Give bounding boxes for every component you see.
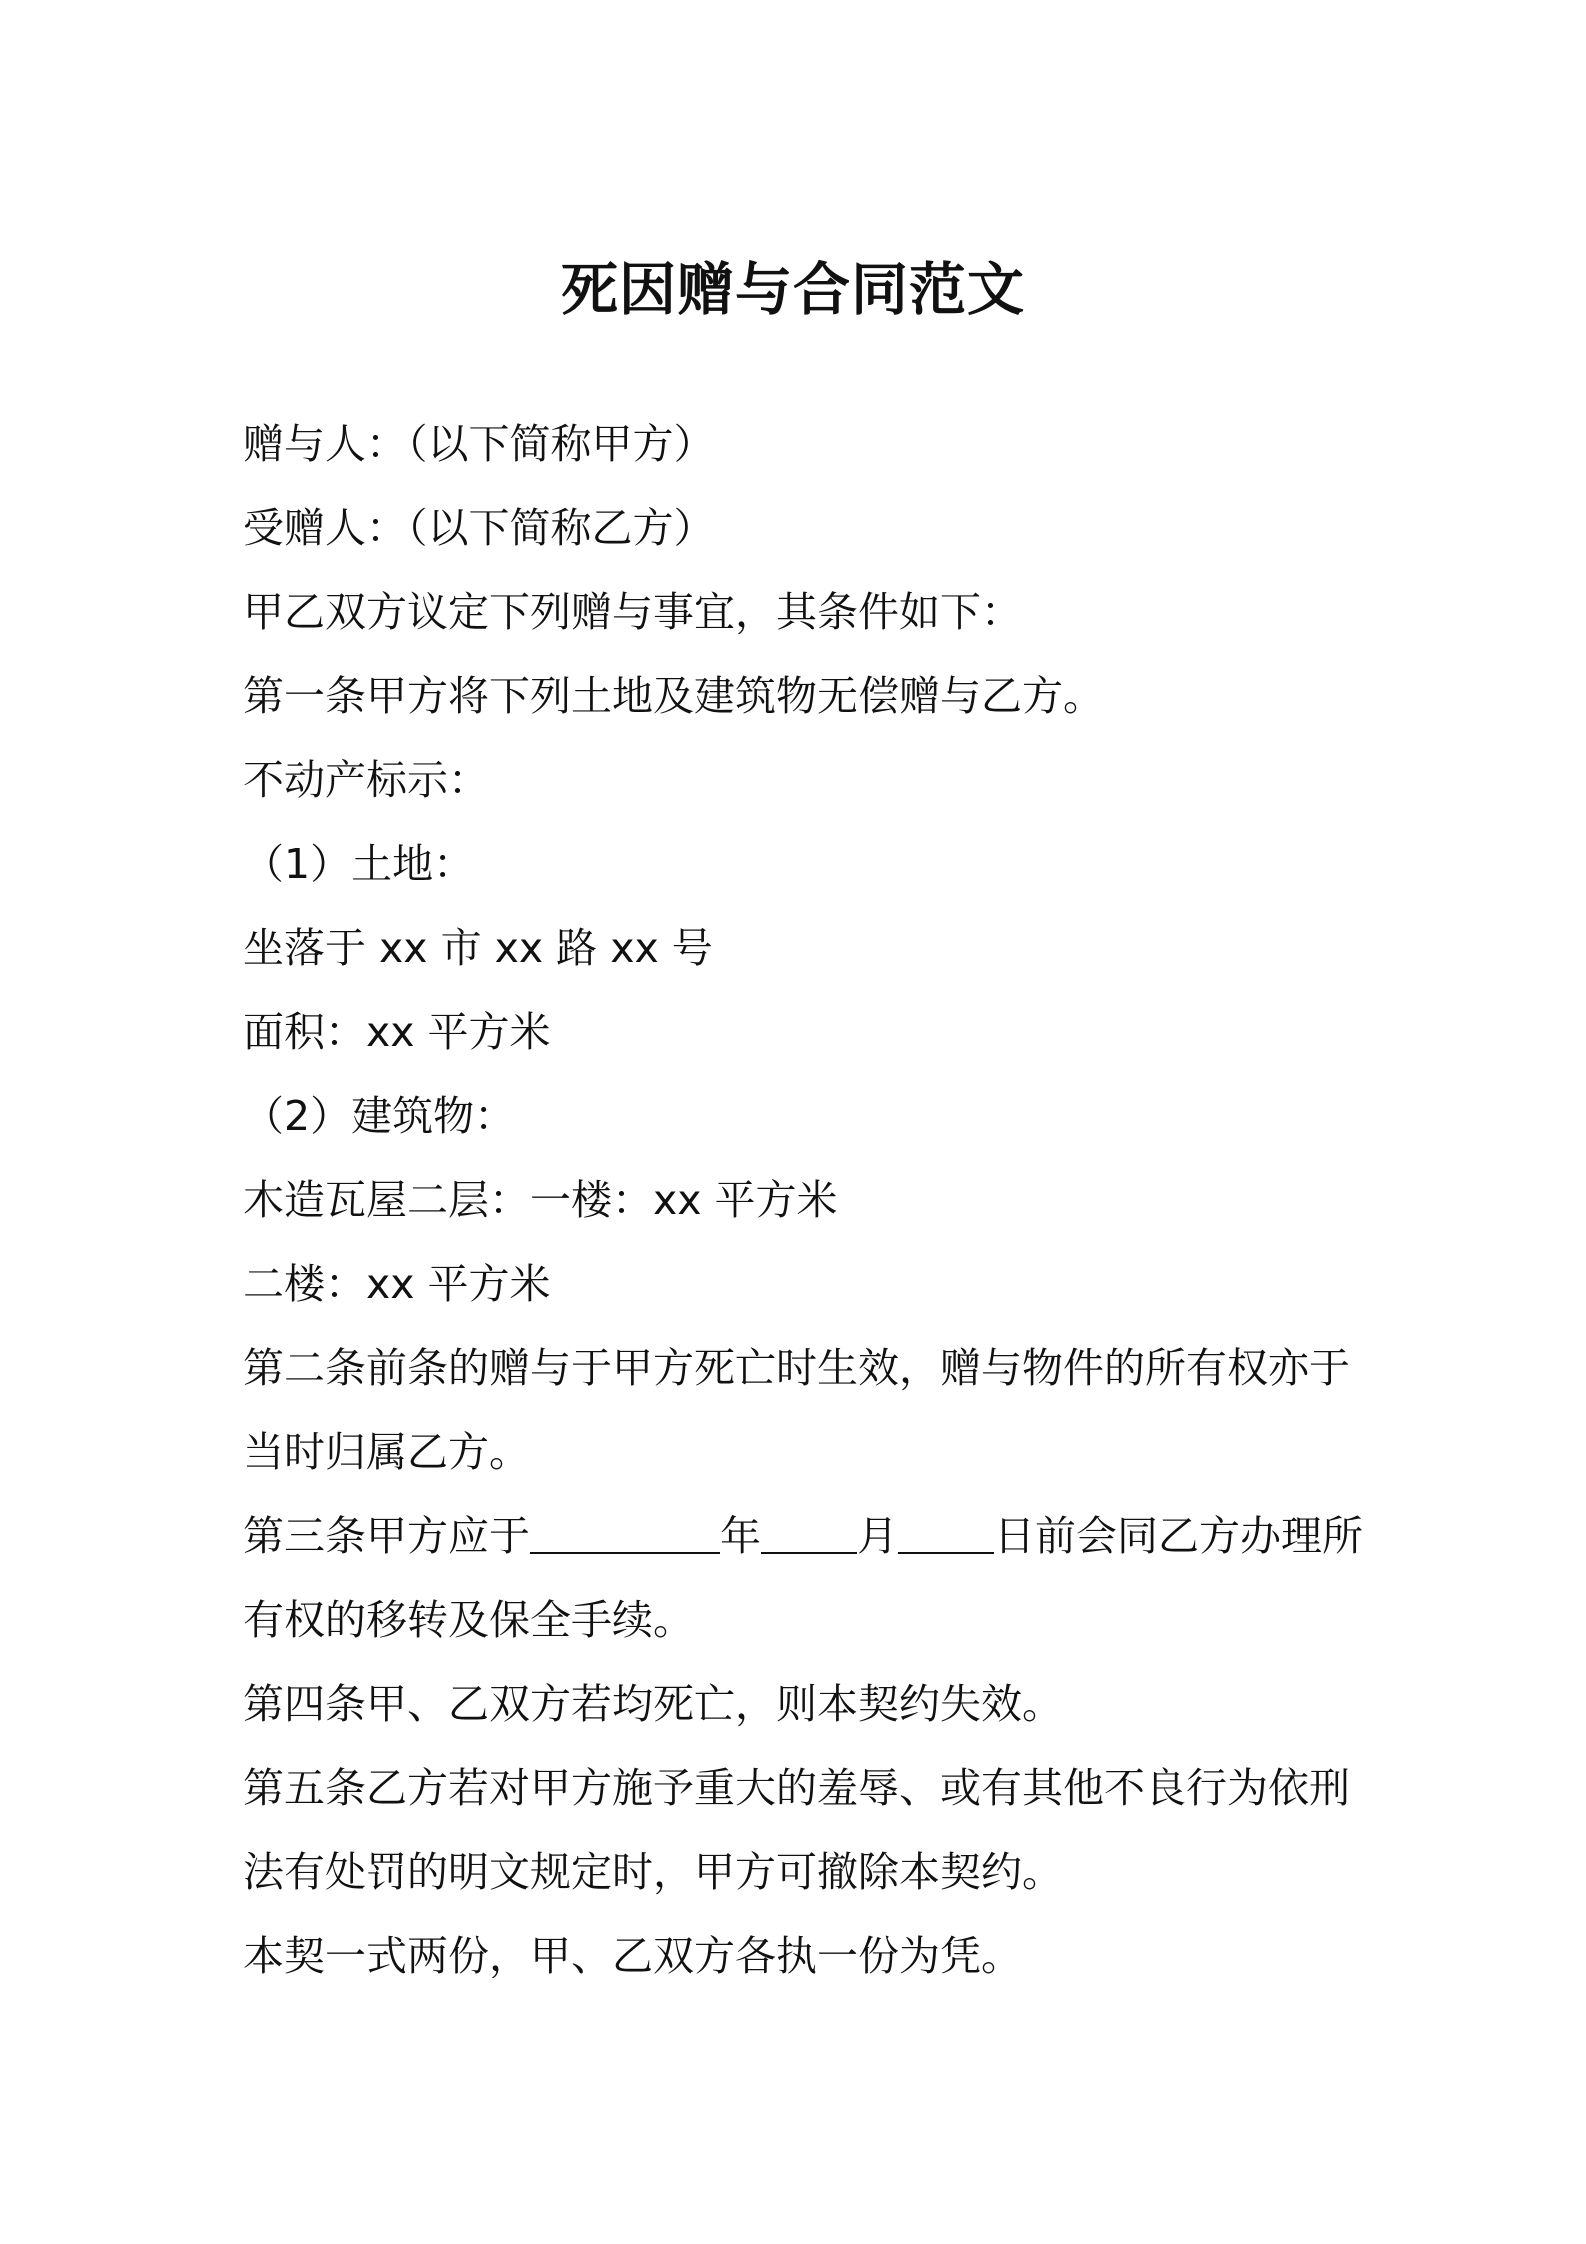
land-location: 坐落于 xx 市 xx 路 xx 号 <box>243 924 713 972</box>
intro-line: 甲乙双方议定下列赠与事宜，其条件如下： <box>243 588 1022 636</box>
article-3 <box>243 1494 1363 1662</box>
article-5: 第五条乙方若对甲方施予重大的羞辱、或有其他不良行为依刑法有处罚的明文规定时，甲方可撤除本契约。 <box>243 1764 1350 1896</box>
land-area: 面积：xx 平方米 <box>243 1008 551 1056</box>
year-blank <box>530 1516 720 1554</box>
document-title: 死因赠与合同范文 <box>561 257 1025 323</box>
article-3-prefix: 第三条甲方应于 <box>243 1512 530 1560</box>
month-blank <box>761 1516 857 1554</box>
property-heading: 不动产标示： <box>243 756 489 804</box>
day-blank <box>898 1516 994 1554</box>
month-label: 月 <box>857 1512 898 1560</box>
building-floor-2: 二楼：xx 平方米 <box>243 1260 551 1308</box>
article-1: 第一条甲方将下列土地及建筑物无偿赠与乙方。 <box>243 672 1104 720</box>
article-2: 第二条前条的赠与于甲方死亡时生效，赠与物件的所有权亦于当时归属乙方。 <box>243 1344 1350 1476</box>
article-3-suffix: 日前会同乙方办理所有权的移转及保全手续。 <box>243 1512 1363 1644</box>
copies-line: 本契一式两份，甲、乙双方各执一份为凭。 <box>243 1932 1022 1980</box>
land-heading: （1）土地： <box>243 840 475 888</box>
building-floor-1: 木造瓦屋二层：一楼：xx 平方米 <box>243 1176 838 1224</box>
year-label: 年 <box>720 1512 761 1560</box>
document-body <box>243 402 1363 1998</box>
donor-line: 赠与人：（以下简称甲方） <box>243 420 715 468</box>
building-heading: （2）建筑物： <box>243 1092 516 1140</box>
article-4: 第四条甲、乙双方若均死亡，则本契约失效。 <box>243 1680 1063 1728</box>
donee-line: 受赠人：（以下简称乙方） <box>243 504 715 552</box>
